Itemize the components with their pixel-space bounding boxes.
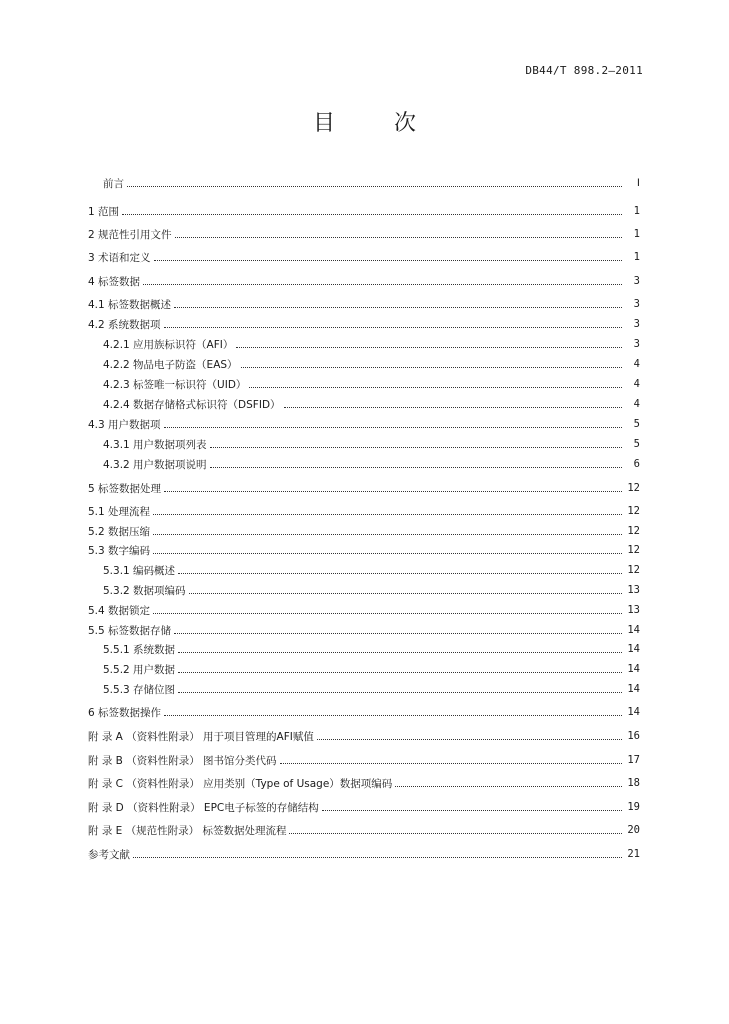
toc-entry-page-number: 1 — [633, 251, 640, 263]
toc-entry[interactable] — [88, 752, 640, 768]
toc-entry-page-number: 14 — [627, 643, 640, 655]
toc-entry[interactable] — [88, 846, 640, 862]
toc-entry[interactable] — [88, 503, 640, 519]
toc-entry-label: 5.5 标签数据存储 — [88, 624, 172, 637]
toc-entry-page-number: 1 — [633, 205, 640, 217]
toc-entry-page-number: 17 — [627, 754, 640, 766]
dot-leader — [174, 633, 622, 634]
toc-entry-page-number: 3 — [633, 275, 640, 287]
toc-entry[interactable] — [88, 523, 640, 539]
toc-entry[interactable] — [88, 436, 640, 452]
toc-entry-label: 5.3 数字编码 — [88, 544, 151, 557]
toc-entry[interactable] — [88, 336, 640, 352]
toc-entry[interactable] — [88, 296, 640, 312]
dot-leader — [153, 553, 622, 554]
toc-entry-label: 2 规范性引用文件 — [88, 228, 172, 241]
toc-entry-label: 参考文献 — [88, 848, 130, 861]
toc-entry[interactable] — [88, 226, 640, 242]
toc-entry-page-number: 19 — [627, 801, 640, 813]
toc-entry-label: 附 录 B （资料性附录） 图书馆分类代码 — [88, 754, 277, 767]
toc-entry-label: 5.1 处理流程 — [88, 505, 151, 518]
toc-entry[interactable] — [88, 175, 640, 191]
toc-entry-label: 5 标签数据处理 — [88, 482, 162, 495]
toc-entry-label: 4.3.1 用户数据项列表 — [103, 438, 207, 451]
toc-entry-page-number: 14 — [627, 683, 640, 695]
toc-entry-page-number: 13 — [627, 584, 640, 596]
toc-entry-label: 5.5.1 系统数据 — [103, 643, 176, 656]
toc-entry-page-number: 21 — [627, 848, 640, 860]
toc-entry[interactable] — [88, 480, 640, 496]
toc-entry-page-number: 1 — [633, 228, 640, 240]
dot-leader — [154, 260, 622, 261]
toc-entry-page-number: 5 — [633, 418, 640, 430]
dot-leader — [236, 347, 622, 348]
toc-entry-page-number: 3 — [633, 338, 640, 350]
dot-leader — [122, 214, 622, 215]
dot-leader — [175, 237, 622, 238]
toc-entry-label: 4.1 标签数据概述 — [88, 298, 172, 311]
toc-entry-page-number: 13 — [627, 604, 640, 616]
dot-leader — [127, 186, 622, 187]
toc-entry-label: 5.5.2 用户数据 — [103, 663, 176, 676]
toc-entry-label: 4 标签数据 — [88, 275, 141, 288]
dot-leader — [164, 715, 622, 716]
toc-entry[interactable] — [88, 641, 640, 657]
toc-entry[interactable] — [88, 728, 640, 744]
dot-leader — [153, 534, 622, 535]
toc-entry-page-number: 14 — [627, 624, 640, 636]
toc-entry-page-number: 18 — [627, 777, 640, 789]
toc-entry-page-number: 3 — [633, 318, 640, 330]
toc-entry-label: 4.3 用户数据项 — [88, 418, 161, 431]
toc-entry-label: 5.5.3 存储位图 — [103, 683, 176, 696]
toc-entry-label: 附 录 D （资料性附录） EPC电子标签的存储结构 — [88, 801, 319, 814]
toc-entry-label: 5.3.2 数据项编码 — [103, 584, 186, 597]
page-title: 目 次 — [313, 111, 442, 136]
dot-leader — [210, 467, 622, 468]
dot-leader — [241, 367, 622, 368]
dot-leader — [317, 739, 622, 740]
toc-entry-page-number: 14 — [627, 663, 640, 675]
toc-entry-page-number: 4 — [633, 378, 640, 390]
toc-entry-page-number: 4 — [633, 398, 640, 410]
toc-entry-label: 5.4 数据锁定 — [88, 604, 151, 617]
toc-entry-page-number: 12 — [627, 525, 640, 537]
dot-leader — [133, 857, 622, 858]
dot-leader — [178, 672, 622, 673]
dot-leader — [164, 427, 622, 428]
toc-entry[interactable] — [88, 542, 640, 558]
toc-entry[interactable] — [88, 316, 640, 332]
toc-entry-page-number: 4 — [633, 358, 640, 370]
toc-entry[interactable] — [88, 396, 640, 412]
toc-entry[interactable] — [88, 203, 640, 219]
toc-entry[interactable] — [88, 416, 640, 432]
dot-leader — [280, 763, 622, 764]
toc-entry-page-number: 5 — [633, 438, 640, 450]
toc-entry-page-number: Ⅰ — [636, 177, 640, 189]
dot-leader — [284, 407, 622, 408]
toc-entry[interactable] — [88, 661, 640, 677]
toc-entry-page-number: 14 — [627, 706, 640, 718]
dot-leader — [174, 307, 622, 308]
toc-entry-page-number: 12 — [627, 564, 640, 576]
toc-entry[interactable] — [88, 622, 640, 638]
toc-entry[interactable] — [88, 456, 640, 472]
toc-entry-page-number: 12 — [627, 544, 640, 556]
dot-leader — [178, 692, 622, 693]
toc-entry-label: 4.2.2 物品电子防盗（EAS） — [103, 358, 238, 371]
dot-leader — [153, 514, 622, 515]
toc-entry[interactable] — [88, 562, 640, 578]
toc-entry-label: 附 录 A （资料性附录） 用于项目管理的AFI赋值 — [88, 730, 314, 743]
toc-entry-label: 5.3.1 编码概述 — [103, 564, 176, 577]
toc-entry-label: 4.2.4 数据存储格式标识符（DSFID） — [103, 398, 281, 411]
toc-entry[interactable] — [88, 273, 640, 289]
dot-leader — [322, 810, 622, 811]
dot-leader — [189, 593, 622, 594]
toc-entry-label: 附 录 E （规范性附录） 标签数据处理流程 — [88, 824, 287, 837]
toc-entry[interactable] — [88, 822, 640, 838]
toc-entry[interactable] — [88, 775, 640, 791]
dot-leader — [143, 284, 622, 285]
toc-entry-label: 4.2.1 应用族标识符（AFI） — [103, 338, 234, 351]
toc-entry[interactable] — [88, 681, 640, 697]
toc-entry[interactable] — [88, 704, 640, 720]
toc-entry-label: 前言 — [103, 177, 124, 190]
dot-leader — [249, 387, 622, 388]
toc-entry[interactable] — [88, 602, 640, 618]
toc-entry[interactable] — [88, 376, 640, 392]
toc-entry-label: 6 标签数据操作 — [88, 706, 162, 719]
toc-entry[interactable] — [88, 249, 640, 265]
dot-leader — [178, 652, 622, 653]
toc-entry[interactable] — [88, 356, 640, 372]
toc-entry-page-number: 20 — [627, 824, 640, 836]
toc-entry[interactable] — [88, 582, 640, 598]
toc-entry-label: 附 录 C （资料性附录） 应用类别（Type of Usage）数据项编码 — [88, 777, 393, 790]
toc-entry-page-number: 6 — [633, 458, 640, 470]
toc-entry-label: 1 范围 — [88, 205, 120, 218]
document-code: DB44/T 898.2—2011 — [525, 64, 643, 77]
toc-entry-page-number: 12 — [627, 505, 640, 517]
toc-entry-label: 4.3.2 用户数据项说明 — [103, 458, 207, 471]
dot-leader — [178, 573, 622, 574]
dot-leader — [164, 491, 622, 492]
dot-leader — [395, 786, 622, 787]
toc-entry-label: 4.2 系统数据项 — [88, 318, 161, 331]
dot-leader — [153, 613, 622, 614]
toc-entry-label: 3 术语和定义 — [88, 251, 151, 264]
toc-entry-label: 4.2.3 标签唯一标识符（UID） — [103, 378, 247, 391]
dot-leader — [289, 833, 622, 834]
toc-entry-page-number: 3 — [633, 298, 640, 310]
dot-leader — [164, 327, 622, 328]
toc-entry[interactable] — [88, 799, 640, 815]
dot-leader — [210, 447, 622, 448]
toc-entry-page-number: 16 — [627, 730, 640, 742]
toc-entry-page-number: 12 — [627, 482, 640, 494]
toc-entry-label: 5.2 数据压缩 — [88, 525, 151, 538]
